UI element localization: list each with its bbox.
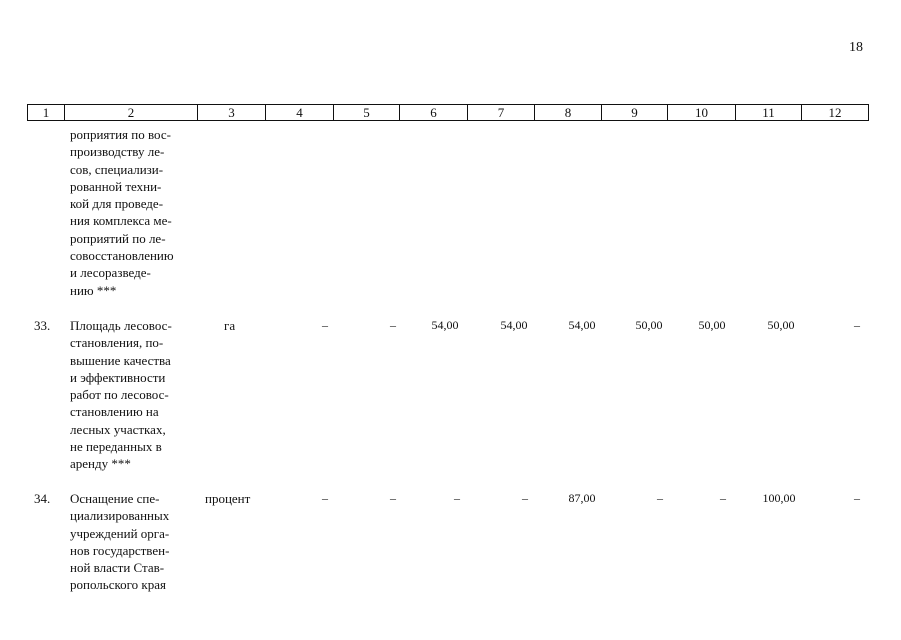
header-cell-4: 4 (266, 105, 334, 120)
unit-cell: процент (205, 491, 251, 506)
value-col-12: – (854, 318, 860, 332)
text-line: нию *** (70, 282, 117, 298)
value-col-9: – (657, 491, 663, 505)
value-col-11: 50,00 (767, 318, 795, 332)
text-line: и лесоразведе- (70, 265, 151, 281)
value-col-7: 54,00 (500, 318, 528, 332)
value-col-4: – (322, 318, 328, 332)
row-description (70, 490, 193, 594)
value-col-8: 87,00 (568, 491, 596, 505)
header-cell-1: 1 (28, 105, 65, 120)
value-col-5: – (390, 491, 396, 505)
header-cell-11: 11 (736, 105, 802, 120)
text-line: не переданных в (70, 439, 162, 455)
text-line: лесных участках, (70, 421, 166, 437)
text-line: учреждений орга- (70, 525, 170, 541)
text-line: производству ле- (70, 144, 165, 160)
value-col-6: 54,00 (431, 318, 459, 332)
value-col-7: – (522, 491, 528, 505)
value-col-8: 54,00 (568, 318, 596, 332)
text-line: ния комплекса ме- (70, 213, 172, 229)
text-line: Оснащение спе- (70, 491, 160, 506)
continuation-description (70, 126, 193, 299)
header-cell-10: 10 (668, 105, 736, 120)
header-cell-3: 3 (198, 105, 266, 120)
text-line: становлению на (70, 404, 159, 420)
row-number: 34. (34, 491, 51, 506)
text-line: Площадь лесовос- (70, 318, 172, 333)
header-cell-8: 8 (535, 105, 602, 120)
text-line: роприятий по ле- (70, 230, 166, 246)
header-cell-7: 7 (468, 105, 535, 120)
header-cell-2: 2 (65, 105, 198, 120)
text-line: нов государствен- (70, 542, 170, 558)
text-line: работ по лесовос- (70, 387, 169, 403)
text-line: рованной техни- (70, 178, 162, 194)
text-line: роприятия по вос- (70, 127, 171, 142)
value-col-6: – (454, 491, 460, 505)
value-col-9: 50,00 (635, 318, 663, 332)
value-col-5: – (390, 318, 396, 332)
text-line: вышение качества (70, 352, 171, 368)
value-col-10: 50,00 (698, 318, 726, 332)
value-col-4: – (322, 491, 328, 505)
table-header-row (27, 104, 869, 121)
row-description (70, 317, 193, 473)
text-line: и эффективности (70, 369, 166, 385)
value-col-12: – (854, 491, 860, 505)
text-line: аренду *** (70, 456, 131, 472)
text-line: становления, по- (70, 335, 164, 351)
header-cell-6: 6 (400, 105, 468, 120)
text-line: циализированных (70, 508, 170, 524)
text-line: кой для проведе- (70, 196, 164, 212)
row-number: 33. (34, 318, 51, 333)
page-number: 18 (849, 40, 863, 55)
text-line: ропольского края (70, 577, 166, 593)
header-cell-5: 5 (334, 105, 400, 120)
header-cell-12: 12 (828, 105, 842, 120)
text-line: сов, специализи- (70, 161, 164, 177)
text-line: ной власти Став- (70, 560, 165, 576)
value-col-10: – (720, 491, 726, 505)
text-line: совосстановлению (70, 248, 174, 264)
value-col-11: 100,00 (762, 491, 796, 505)
header-cell-9: 9 (602, 105, 668, 120)
unit-cell: га (224, 318, 236, 333)
